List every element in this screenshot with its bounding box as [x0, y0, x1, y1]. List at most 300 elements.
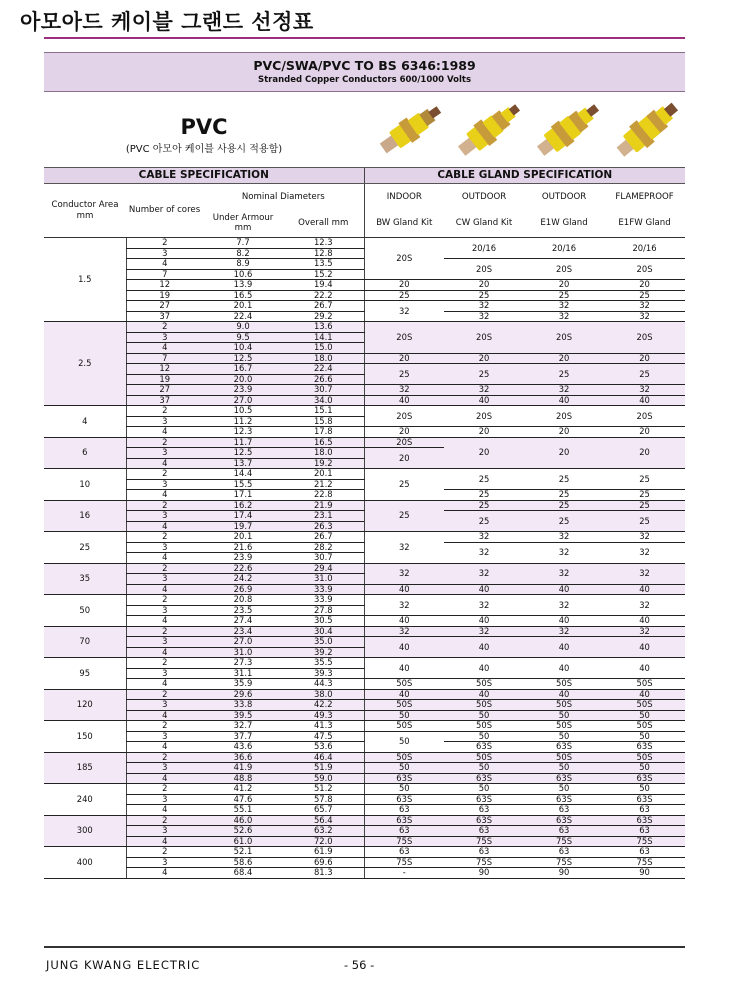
gland-g1-cell: 32: [364, 385, 444, 396]
cores-cell: 4: [126, 805, 203, 816]
cores-cell: 4: [126, 259, 203, 270]
cores-cell: 4: [126, 647, 203, 658]
cores-cell: 2: [126, 815, 203, 826]
gland-g3-cell: 25: [524, 469, 604, 490]
overall-cell: 69.6: [283, 857, 364, 868]
gland-g4-cell: 40: [604, 395, 685, 406]
cores-cell: 3: [126, 479, 203, 490]
overall-cell: 28.2: [283, 542, 364, 553]
gland-g2-cell: 50: [444, 784, 524, 795]
overall-cell: 29.2: [283, 311, 364, 322]
gland-g4-cell: 32: [604, 626, 685, 637]
cores-cell: 12: [126, 364, 203, 375]
conductor-area-cell: 300: [44, 815, 126, 847]
under-armour-cell: 31.0: [203, 647, 283, 658]
under-armour-cell: 16.7: [203, 364, 283, 375]
gland-g3-cell: 40: [524, 637, 604, 658]
gland-g1-cell: 32: [364, 301, 444, 322]
gland-g1-cell: 63: [364, 847, 444, 858]
conductor-area-cell: 400: [44, 847, 126, 879]
gland-g3-cell: 63: [524, 847, 604, 858]
overall-cell: 38.0: [283, 689, 364, 700]
gland-g2-cell: 32: [444, 385, 524, 396]
gland-g2-cell: 32: [444, 595, 524, 616]
under-armour-cell: 37.7: [203, 731, 283, 742]
table-row: [44, 595, 685, 606]
cores-cell: 2: [126, 563, 203, 574]
cores-cell: 3: [126, 511, 203, 522]
gland-g1-cell: 50S: [364, 721, 444, 732]
gland-g4-cell: 20/16: [604, 238, 685, 259]
table-row: [44, 290, 685, 301]
gland-g4-cell: 50: [604, 710, 685, 721]
gland-g4-cell: 90: [604, 868, 685, 879]
gland-g4-cell: 50: [604, 763, 685, 774]
under-armour-cell: 20.8: [203, 595, 283, 606]
gland-g2-cell: 75S: [444, 857, 524, 868]
cores-cell: 2: [126, 626, 203, 637]
under-armour-cell: 20.1: [203, 301, 283, 312]
under-armour-cell: 8.9: [203, 259, 283, 270]
e1fw-gland-image: [610, 92, 686, 166]
gland-g3-cell: 32: [524, 301, 604, 312]
col-nominal-diameters: Nominal Diameters: [241, 191, 325, 202]
cores-cell: 2: [126, 437, 203, 448]
gland-g1-cell: 63S: [364, 815, 444, 826]
gland-g1-cell: 75S: [364, 857, 444, 868]
gland-g1-cell: 50: [364, 731, 444, 752]
gland-g2-cell: 32: [444, 311, 524, 322]
gland-g4-cell: 63: [604, 847, 685, 858]
cores-cell: 3: [126, 574, 203, 585]
under-armour-cell: 17.1: [203, 490, 283, 501]
under-armour-cell: 27.3: [203, 658, 283, 669]
gland-g4-cell: 20S: [604, 322, 685, 354]
cores-cell: 3: [126, 826, 203, 837]
gland-g3-cell: 20S: [524, 406, 604, 427]
under-armour-cell: 24.2: [203, 574, 283, 585]
under-armour-cell: 47.6: [203, 794, 283, 805]
gland-g3-cell: 20S: [524, 259, 604, 280]
standard-subtitle: Stranded Copper Conductors 600/1000 Volts: [257, 75, 472, 85]
table-row: [44, 794, 685, 805]
cores-cell: 19: [126, 374, 203, 385]
gland-g4-cell: 32: [604, 595, 685, 616]
under-armour-cell: 10.6: [203, 269, 283, 280]
gland-g2-cell: 90: [444, 868, 524, 879]
gland-g2-cell: 40: [444, 689, 524, 700]
gland-g4-cell: 20S: [604, 406, 685, 427]
overall-cell: 56.4: [283, 815, 364, 826]
conductor-area-cell: 1.5: [44, 238, 126, 322]
under-armour-cell: 12.3: [203, 427, 283, 438]
table-row: [44, 280, 685, 291]
gland-g4-cell: 40: [604, 658, 685, 679]
cores-cell: 4: [126, 584, 203, 595]
conductor-area-cell: 10: [44, 469, 126, 501]
gland-g4-cell: 63S: [604, 794, 685, 805]
gland-g1-cell: 20S: [364, 322, 444, 354]
gland-g2-cell: 20S: [444, 406, 524, 427]
gland-g2-cell: 50S: [444, 752, 524, 763]
gland-g4-cell: 50S: [604, 721, 685, 732]
gland-g4-cell: 75S: [604, 857, 685, 868]
under-armour-cell: 23.4: [203, 626, 283, 637]
table-row: [44, 301, 685, 312]
overall-cell: 17.8: [283, 427, 364, 438]
overall-cell: 57.8: [283, 794, 364, 805]
gland-g3-cell: 20: [524, 437, 604, 469]
table-row: [44, 322, 685, 333]
gland-g1-cell: 32: [364, 532, 444, 564]
conductor-area-cell: 50: [44, 595, 126, 627]
cores-cell: 37: [126, 395, 203, 406]
overall-cell: 30.5: [283, 616, 364, 627]
table-row: [44, 563, 685, 574]
gland-g4-cell: 63S: [604, 742, 685, 753]
under-armour-cell: 19.7: [203, 521, 283, 532]
gland-g4-cell: 40: [604, 689, 685, 700]
gland-g3-cell: 50: [524, 710, 604, 721]
overall-cell: 13.6: [283, 322, 364, 333]
gland-g2-cell: 32: [444, 563, 524, 584]
gland-g1-cell: 20S: [364, 406, 444, 427]
gland-g4-cell: 63S: [604, 815, 685, 826]
gland-g3-cell: 40: [524, 616, 604, 627]
cores-cell: 4: [126, 553, 203, 564]
table-row: [44, 353, 685, 364]
gland-g2-cell: 20: [444, 353, 524, 364]
cores-cell: 3: [126, 637, 203, 648]
cable-spec-header: CABLE SPECIFICATION: [44, 168, 364, 184]
under-armour-cell: 39.5: [203, 710, 283, 721]
overall-cell: 12.8: [283, 248, 364, 259]
cores-cell: 2: [126, 532, 203, 543]
overall-cell: 49.3: [283, 710, 364, 721]
gland-spec-header: CABLE GLAND SPECIFICATION: [364, 168, 685, 184]
gland-g2-cell: 40: [444, 584, 524, 595]
under-armour-cell: 35.9: [203, 679, 283, 690]
gland-g2-cell: 20S: [444, 322, 524, 354]
cores-cell: 2: [126, 238, 203, 249]
gland-g1-cell: 40: [364, 395, 444, 406]
gland-g4-cell: 20: [604, 280, 685, 291]
gland-g4-cell: 50S: [604, 700, 685, 711]
conductor-area-cell: 6: [44, 437, 126, 469]
pvc-label-block: [44, 115, 364, 155]
overall-cell: 22.8: [283, 490, 364, 501]
overall-cell: 33.9: [283, 595, 364, 606]
gland-g1-cell: 63: [364, 826, 444, 837]
gland-g3-cell: 25: [524, 500, 604, 511]
overall-cell: 30.7: [283, 385, 364, 396]
gland-g2-cell: 20/16: [444, 238, 524, 259]
gland-g3-cell: 25: [524, 364, 604, 385]
col-g4-top: FLAMEPROOF: [615, 191, 674, 202]
under-armour-cell: 11.2: [203, 416, 283, 427]
under-armour-cell: 55.1: [203, 805, 283, 816]
gland-g3-cell: 20: [524, 280, 604, 291]
cores-cell: 2: [126, 847, 203, 858]
col-conductor-area: Conductor Area mm: [44, 184, 126, 238]
under-armour-cell: 17.4: [203, 511, 283, 522]
cores-cell: 2: [126, 689, 203, 700]
gland-g3-cell: 32: [524, 563, 604, 584]
gland-g4-cell: 32: [604, 532, 685, 543]
gland-g2-cell: 32: [444, 626, 524, 637]
overall-cell: 14.1: [283, 332, 364, 343]
col-g2-top: OUTDOOR: [461, 191, 507, 202]
cores-cell: 2: [126, 595, 203, 606]
gland-g3-cell: 40: [524, 395, 604, 406]
conductor-area-cell: 4: [44, 406, 126, 438]
under-armour-cell: 61.0: [203, 836, 283, 847]
cores-cell: 37: [126, 311, 203, 322]
gland-g4-cell: 20: [604, 427, 685, 438]
table-row: [44, 689, 685, 700]
overall-cell: 35.5: [283, 658, 364, 669]
cores-cell: 4: [126, 521, 203, 532]
table-row: [44, 626, 685, 637]
gland-g2-cell: 40: [444, 658, 524, 679]
under-armour-cell: 33.8: [203, 700, 283, 711]
gland-g2-cell: 50S: [444, 679, 524, 690]
gland-g3-cell: 40: [524, 584, 604, 595]
cores-cell: 4: [126, 427, 203, 438]
overall-cell: 15.1: [283, 406, 364, 417]
under-armour-cell: 22.4: [203, 311, 283, 322]
title-underline: [44, 37, 685, 39]
overall-cell: 44.3: [283, 679, 364, 690]
standard-title: PVC/SWA/PVC TO BS 6346:1989: [253, 58, 476, 73]
standard-banner: [44, 52, 685, 92]
overall-cell: 26.3: [283, 521, 364, 532]
gland-g3-cell: 50: [524, 763, 604, 774]
page-title: 아모아드 케이블 그랜드 선정표: [20, 10, 314, 34]
gland-g2-cell: 50: [444, 710, 524, 721]
table-row: [44, 395, 685, 406]
col-under-armour: Under Armour mm: [203, 209, 283, 238]
col-g4-bottom: E1FW Gland: [604, 209, 685, 238]
gland-g1-cell: 20S: [364, 238, 444, 280]
gland-g2-cell: 50: [444, 763, 524, 774]
gland-g3-cell: 40: [524, 658, 604, 679]
cores-cell: 4: [126, 710, 203, 721]
table-row: [44, 752, 685, 763]
overall-cell: 41.3: [283, 721, 364, 732]
under-armour-cell: 36.6: [203, 752, 283, 763]
gland-g1-cell: 63S: [364, 794, 444, 805]
gland-g4-cell: 20: [604, 437, 685, 469]
overall-cell: 26.6: [283, 374, 364, 385]
table-row: [44, 385, 685, 396]
cw-gland-image: [452, 92, 528, 166]
overall-cell: 20.1: [283, 469, 364, 480]
gland-g3-cell: 20: [524, 353, 604, 364]
overall-cell: 27.8: [283, 605, 364, 616]
conductor-area-cell: 2.5: [44, 322, 126, 406]
table-row: [44, 532, 685, 543]
under-armour-cell: 52.6: [203, 826, 283, 837]
table-row: [44, 857, 685, 868]
overall-cell: 21.2: [283, 479, 364, 490]
under-armour-cell: 14.4: [203, 469, 283, 480]
cores-cell: 3: [126, 416, 203, 427]
table-row: [44, 763, 685, 774]
under-armour-cell: 68.4: [203, 868, 283, 879]
overall-cell: 16.5: [283, 437, 364, 448]
overall-cell: 35.0: [283, 637, 364, 648]
gland-g4-cell: 32: [604, 301, 685, 312]
gland-g1-cell: 20: [364, 280, 444, 291]
gland-g1-cell: 40: [364, 637, 444, 658]
under-armour-cell: 27.4: [203, 616, 283, 627]
e1w-gland-image: [531, 92, 607, 166]
conductor-area-cell: 185: [44, 752, 126, 784]
overall-cell: 18.0: [283, 448, 364, 459]
overall-cell: 39.2: [283, 647, 364, 658]
gland-g1-cell: 32: [364, 626, 444, 637]
overall-cell: 47.5: [283, 731, 364, 742]
footer-page-number: - 56 -: [344, 958, 375, 972]
cores-cell: 3: [126, 731, 203, 742]
gland-g1-cell: 50: [364, 710, 444, 721]
gland-g1-cell: 50: [364, 763, 444, 774]
cores-cell: 3: [126, 542, 203, 553]
cores-cell: 3: [126, 248, 203, 259]
overall-cell: 29.4: [283, 563, 364, 574]
col-g2-bottom: CW Gland Kit: [444, 209, 524, 238]
overall-cell: 26.7: [283, 532, 364, 543]
under-armour-cell: 21.6: [203, 542, 283, 553]
table-row: [44, 836, 685, 847]
overall-cell: 33.9: [283, 584, 364, 595]
under-armour-cell: 13.9: [203, 280, 283, 291]
overall-cell: 19.2: [283, 458, 364, 469]
gland-g2-cell: 63S: [444, 773, 524, 784]
cores-cell: 4: [126, 773, 203, 784]
under-armour-cell: 27.0: [203, 395, 283, 406]
gland-g1-cell: 75S: [364, 836, 444, 847]
gland-g3-cell: 50S: [524, 679, 604, 690]
gland-g1-cell: 40: [364, 658, 444, 679]
gland-g4-cell: 40: [604, 584, 685, 595]
under-armour-cell: 16.2: [203, 500, 283, 511]
gland-g1-cell: 50S: [364, 700, 444, 711]
gland-g1-cell: 63: [364, 805, 444, 816]
cores-cell: 4: [126, 679, 203, 690]
cores-cell: 4: [126, 868, 203, 879]
gland-g3-cell: 63S: [524, 815, 604, 826]
conductor-area-cell: 25: [44, 532, 126, 564]
cores-cell: 7: [126, 353, 203, 364]
gland-g3-cell: 63S: [524, 794, 604, 805]
gland-g1-cell: 50S: [364, 752, 444, 763]
cores-cell: 2: [126, 406, 203, 417]
cores-cell: 3: [126, 448, 203, 459]
table-row: [44, 658, 685, 669]
gland-g1-cell: 20: [364, 427, 444, 438]
gland-g4-cell: 40: [604, 616, 685, 627]
gland-g2-cell: 25: [444, 364, 524, 385]
table-row: [44, 584, 685, 595]
under-armour-cell: 12.5: [203, 448, 283, 459]
gland-g2-cell: 20: [444, 437, 524, 469]
col-number-of-cores: Number of cores: [126, 184, 203, 238]
table-row: [44, 731, 685, 742]
gland-g1-cell: 63S: [364, 773, 444, 784]
bw-gland-image: [373, 92, 449, 166]
cores-cell: 3: [126, 332, 203, 343]
cores-cell: 4: [126, 836, 203, 847]
gland-g1-cell: 32: [364, 595, 444, 616]
under-armour-cell: 32.7: [203, 721, 283, 732]
gland-g1-cell: 40: [364, 616, 444, 627]
under-armour-cell: 48.8: [203, 773, 283, 784]
col-g1-bottom: BW Gland Kit: [364, 209, 444, 238]
gland-g2-cell: 25: [444, 511, 524, 532]
under-armour-cell: 22.6: [203, 563, 283, 574]
overall-cell: 31.0: [283, 574, 364, 585]
under-armour-cell: 20.1: [203, 532, 283, 543]
under-armour-cell: 9.5: [203, 332, 283, 343]
gland-g2-cell: 40: [444, 395, 524, 406]
table-row: [44, 469, 685, 480]
gland-g1-cell: 25: [364, 290, 444, 301]
overall-cell: 53.6: [283, 742, 364, 753]
conductor-area-cell: 70: [44, 626, 126, 658]
gland-g3-cell: 50S: [524, 721, 604, 732]
overall-cell: 59.0: [283, 773, 364, 784]
gland-g1-cell: 20: [364, 353, 444, 364]
gland-g2-cell: 25: [444, 500, 524, 511]
overall-cell: 46.4: [283, 752, 364, 763]
cores-cell: 7: [126, 269, 203, 280]
gland-g1-cell: 50S: [364, 679, 444, 690]
gland-g4-cell: 75S: [604, 836, 685, 847]
under-armour-cell: 8.2: [203, 248, 283, 259]
cores-cell: 3: [126, 700, 203, 711]
pvc-note: (PVC 아모아 케이블 사용시 적용함): [125, 144, 283, 155]
overall-cell: 30.7: [283, 553, 364, 564]
gland-g3-cell: 32: [524, 385, 604, 396]
cores-cell: 4: [126, 490, 203, 501]
overall-cell: 19.4: [283, 280, 364, 291]
under-armour-cell: 31.1: [203, 668, 283, 679]
under-armour-cell: 43.6: [203, 742, 283, 753]
gland-g2-cell: 32: [444, 532, 524, 543]
gland-g2-cell: 75S: [444, 836, 524, 847]
overall-cell: 42.2: [283, 700, 364, 711]
cores-cell: 3: [126, 668, 203, 679]
gland-g3-cell: 63S: [524, 742, 604, 753]
cores-cell: 2: [126, 322, 203, 333]
overall-cell: 39.3: [283, 668, 364, 679]
col-overall: Overall mm: [283, 209, 364, 238]
gland-g4-cell: 25: [604, 500, 685, 511]
overall-cell: 61.9: [283, 847, 364, 858]
cores-cell: 3: [126, 794, 203, 805]
cores-cell: 12: [126, 280, 203, 291]
gland-g3-cell: 63: [524, 826, 604, 837]
under-armour-cell: 58.6: [203, 857, 283, 868]
gland-g3-cell: 75S: [524, 857, 604, 868]
under-armour-cell: 10.4: [203, 343, 283, 354]
gland-g1-cell: 20S: [364, 437, 444, 448]
gland-g1-cell: 25: [364, 364, 444, 385]
under-armour-cell: 20.0: [203, 374, 283, 385]
overall-cell: 51.9: [283, 763, 364, 774]
